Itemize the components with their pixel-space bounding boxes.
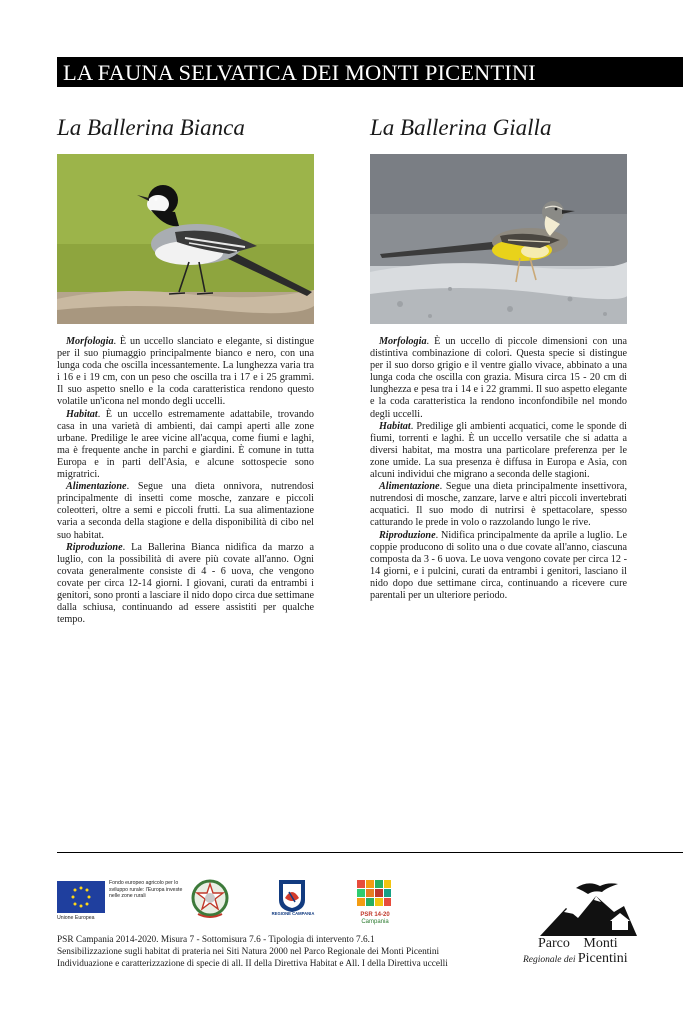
lead-riproduzione: Riproduzione [66, 541, 123, 553]
text-alimentazione: . Segue una dieta onnivora, nutrendosi principalmente di insetti come mosche, zanzare e piccoli coleotteri, oltre a semi e piccoli frutti. La sua alimentazione varia a seconda della stagione e della disponibilità di cibo nel suo habitat. [57, 481, 314, 541]
text-alimentazione: . Segue una dieta principalmente insettivora, nutrendosi di mosche, zanzare, larve e altri piccoli invertebrati acquatici. Il suo modo di nutrirsi è spettacolare, spesso catturando le prede in volo o razzolando lungo le rive. [370, 481, 627, 529]
lead-morfologia: Morfologia [379, 336, 427, 347]
park-name-line1 [538, 936, 618, 952]
paragraph-riproduzione [57, 542, 314, 627]
paragraph-habitat [57, 409, 314, 482]
italian-republic-emblem-icon [190, 878, 230, 920]
eu-caption: Unione Europea [57, 915, 95, 921]
page-title: LA FAUNA SELVATICA DEI MONTI PICENTINI [57, 57, 683, 87]
species-title: La Ballerina Gialla [370, 115, 552, 140]
funding-line: Sensibilizzazione sugli habitat di prateria nei Siti Natura 2000 nel Parco Regionale dei Monti Picentini [57, 947, 440, 958]
lead-riproduzione: Riproduzione [379, 529, 436, 541]
lead-morfologia: Morfologia [66, 336, 114, 347]
paragraph-morfologia [370, 336, 627, 421]
park-word-parco: Parco [538, 936, 570, 951]
species-column-grey-wagtail [370, 112, 627, 602]
eu-fund-text: Fondo europeo agricolo per lo sviluppo rurale: l'Europa investe nelle zone rurali [109, 880, 183, 900]
species-title: La Ballerina Bianca [57, 115, 245, 140]
paragraph-riproduzione [370, 530, 627, 603]
paragraph-habitat [370, 421, 627, 481]
white-wagtail-photo [57, 154, 314, 324]
text-habitat: . Predilige gli ambienti acquatici, come le sponde di fiumi, torrenti e laghi. È un uccello versatile che si adatta a diversi habitat, ma mostra una particolare preferenza per le zone umide. La sua presenza è diffusa in Europa e Asia, con alcuni individui che migrano a seconda delle stagioni. [370, 420, 627, 481]
grey-wagtail-photo [370, 154, 627, 324]
species-description [370, 336, 627, 602]
park-word-picentini: Picentini [577, 951, 628, 966]
park-word-regionale: Regionale dei [523, 955, 576, 965]
text-riproduzione: . La Ballerina Bianca nidifica da marzo a luglio, con la possibilità di avere più covate all'anno. Ogni covata generalmente consiste di 4 - 6 uova, che vengono covate per circa 12-14 giorni. I giovani, curati da entrambi i genitori, sono pronti a lasciare il nido dopo circa due settimane dalla schiusa, continuando ad essere assistiti per qualche tempo. [57, 541, 314, 626]
species-description [57, 336, 314, 626]
campania-caption: REGIONE CAMPANIA [271, 911, 315, 916]
paragraph-alimentazione [370, 481, 627, 529]
park-word-monti: Monti [583, 936, 618, 951]
lead-alimentazione: Alimentazione [379, 481, 440, 493]
park-name-line2 [523, 952, 628, 967]
psr-sub: Campania [361, 919, 389, 925]
park-logo [518, 878, 638, 978]
eu-flag-icon [57, 881, 105, 913]
funding-notice [57, 934, 527, 971]
species-column-white-wagtail [57, 112, 314, 626]
text-morfologia: . È un uccello slanciato e elegante, si distingue per il suo piumaggio principalmente bianco e nero, con una lunga coda che oscilla incessantemente. La lunghezza varia tra i 16 e i 19 cm, con un peso che oscilla tra i 17 e i 25 grammi. Il suo aspetto snello e la coda caratteristica rendono questo volatile un'icona nel mondo degli uccelli. [57, 336, 314, 408]
text-habitat: . È un uccello estremamente adattabile, trovando casa in una varietà di ambienti, dai campi aperti alle zone urbane. Predilige le aree vicine all'acqua, come fiumi e laghi, ma è frequente anche in parchi e giardini. È comune in tutta Europa e in parti dell'Asia, e alcune sottospecie sono migratrici. [57, 408, 314, 481]
psr-caption [355, 912, 395, 926]
lead-habitat: Habitat [379, 420, 411, 432]
psr-campania-logo-icon [357, 880, 391, 912]
psr-label: PSR 14-20 [360, 912, 390, 918]
funding-line: Individuazione e caratterizzazione di specie di all. II della Direttiva Habitat e All. I della Direttiva uccelli [57, 959, 448, 970]
paragraph-alimentazione [57, 481, 314, 541]
paragraph-morfologia [57, 336, 314, 409]
lead-alimentazione: Alimentazione [66, 481, 127, 493]
text-riproduzione: . Nidifica principalmente da aprile a luglio. Le coppie producono di solito una o due covate all'anno, ciascuna composta da 3 - 6 uova. Le uova vengono covate per circa 12 - 14 giorni, e i pulcini, curati da entrambi i genitori, lasciano il nido dopo due settimane circa, continuando a ricevere cure parentali per un ulteriore periodo. [370, 529, 627, 601]
footer-divider [57, 852, 683, 853]
text-morfologia: . È un uccello di piccole dimensioni con una distintiva combinazione di colori. Questa specie si distingue per il suo dorso grigio e il ventre giallo vivace, abbinato a una lunga coda che oscilla con grazia. Misura circa 15 - 20 cm di lunghezza e pesa tra i 14 e i 22 grammi. Il suo aspetto elegante e la coda caratteristica la rendono inconfondibile nel mondo degli uccelli. [370, 336, 627, 420]
funding-line: PSR Campania 2014-2020. Misura 7 - Sottomisura 7.6 - Tipologia di intervento 7.6.1 [57, 935, 375, 945]
lead-habitat: Habitat [66, 408, 98, 420]
sponsor-logos [57, 878, 477, 924]
park-mountain-eagle-icon [538, 878, 638, 938]
